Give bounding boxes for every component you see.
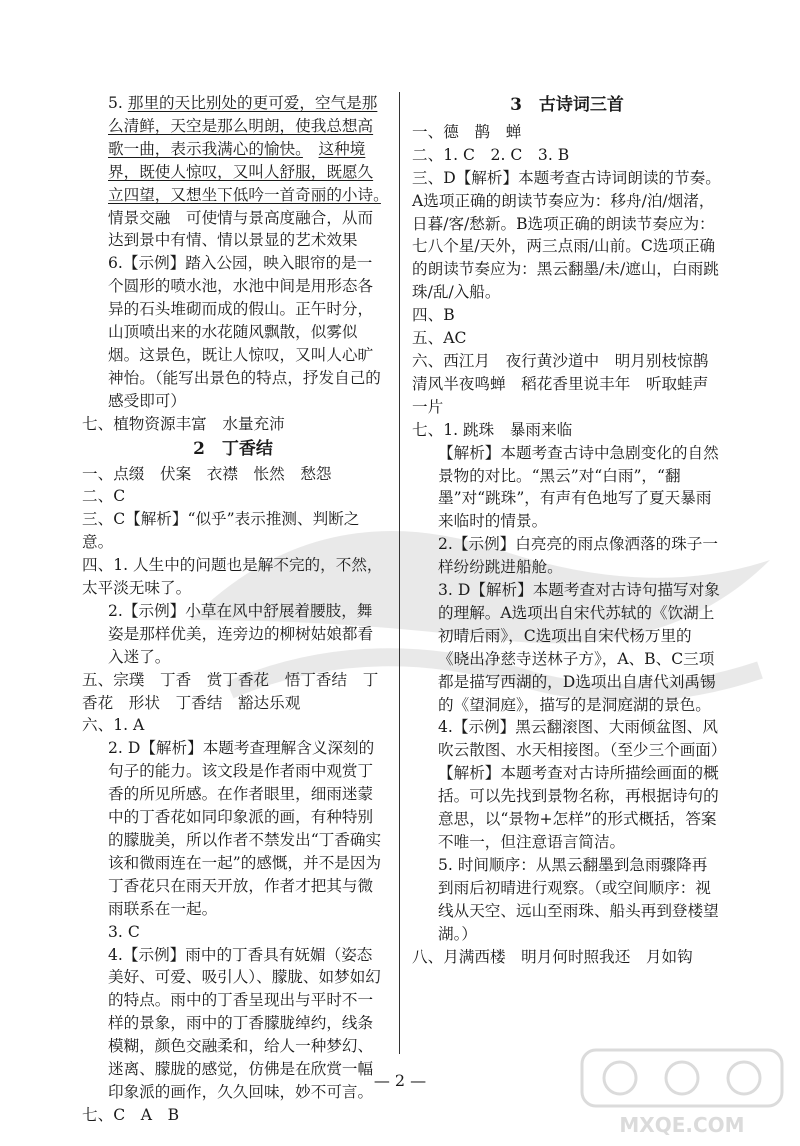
answer-paragraph [412,579,722,716]
answer-paragraph [412,144,722,167]
text-span: 七、1. 跳珠 暴雨来临 [412,420,573,439]
text-span: 4.【示例】黑云翻滚图、大雨倾盆图、风吹云散图、水天相接图。（至少三个画面） [438,718,727,760]
underlined-text: 这种境界，既使人惊叹，又叫人舒服，既愿久立四望，又想坐下低吟一首奇丽的小诗。 [108,139,381,204]
answer-paragraph [82,413,384,436]
text-span: 4.【示例】雨中的丁香具有妩媚（姿态美好、可爱、吸引人）、朦胧、如梦如幻的特点。雨中的丁香呈现出与平时不一样的景象，雨中的丁香朦胧绰约，线条模糊，颜色交融柔和，给人一种梦幻、迷离、朦胧的感觉，仿佛是在欣赏一幅印象派的画作，久久回味，妙不可言。 [108,945,381,1101]
text-span [303,140,319,158]
answer-paragraph [82,921,384,944]
answer-paragraph [82,669,384,715]
text-span: 三、D【解析】本题考查古诗词朗读的节奏。A选项正确的朗读节奏应为：移舟/泊/烟渚，日暮/客/愁新。B选项正确的朗读节奏应为：七八个星/天外，两三点雨/山前。C选项正确的朗读节奏应为：黑云翻墨/未/遮山，白雨跳珠/乱/入船。 [412,168,721,302]
answer-paragraph [82,508,384,554]
answer-paragraph [412,167,722,304]
answer-paragraph [412,533,722,579]
text-span: 六、1. A [82,716,145,735]
text-span: 三、C【解析】“似乎”表示推测、判断之意。 [82,510,360,552]
text-span: 【解析】本题考查古诗中急剧变化的自然景物的对比。“黑云”对“白雨”，“翻墨”对“跳珠”，有声有色地写了夏天暴雨来临时的情景。 [438,443,719,531]
text-span: 5. 时间顺序：从黑云翻墨到急雨骤降再到雨后初晴进行观察。（或空间顺序：视线从天空、远山至雨珠、船头再到登楼望湖。） [438,855,719,943]
column-divider [399,92,400,1054]
text-span: 七、C A B [82,1105,180,1124]
left-column [82,92,397,1127]
answer-paragraph [412,419,722,442]
text-span: 五、AC [412,329,467,348]
answer-paragraph [82,737,384,920]
answer-paragraph [82,252,384,412]
answer-paragraph [412,327,722,350]
answer-paragraph [412,854,722,946]
text-span: 2. D【解析】本题考查理解含义深刻的句子的能力。该文段是作者雨中观赏丁香的所见所感。在作者眼里，细雨迷蒙中的丁香花如同印象派的画，有种特别的朦胧美，所以作者不禁发出“丁香确实该和微雨连在一起”的感慨，并不是因为丁香花只在雨天开放，作者才把其与微雨联系在一起。 [108,739,382,918]
text-span: 2.【示例】白亮亮的雨点像洒落的珠子一样纷纷跳进船舱。 [438,535,718,577]
answer-paragraph [82,1104,384,1127]
underlined-text: 那里的天比别处的更可爱，空气是那么清鲜，天空是那么明朗，使我总想高歌一曲，表示我满心的愉快。 [108,94,378,158]
answer-paragraph [412,304,722,327]
text-span: 二、1. C 2. C 3. B [412,145,570,164]
text-span: 2.【示例】小草在风中舒展着腰肢，舞姿是那样优美，连旁边的柳树姑娘都看入迷了。 [108,601,374,666]
answer-paragraph [412,442,722,534]
answer-paragraph [82,463,384,486]
text-span: 六、西江月 夜行黄沙道中 明月别枝惊鹊 清风半夜鸣蝉 稻花香里说丰年 听取蛙声一片 [412,351,724,416]
answer-paragraph [82,92,397,252]
answer-paragraph [412,716,727,762]
answer-paragraph [412,946,722,969]
right-column [412,92,727,968]
section-title [82,438,384,461]
answer-paragraph [82,600,384,669]
text-span: 6.【示例】踏入公园，映入眼帘的是一个圆形的喷水池，水池中间是用形态各异的石头堆砌而成的假山。正午时分，山顶喷出来的水花随风飘散，似雾似烟。这景色，既让人惊叹，又叫人心旷神怡。（能写出景色的特点，抒发自己的感受即可） [108,254,381,410]
answer-paragraph [412,350,722,419]
text-span: 5. [108,94,128,112]
answer-site-watermark-icon [572,1042,792,1142]
text-span: 八、月满西楼 明月何时照我还 月如钩 [412,947,693,966]
text-span: 四、1. 人生中的问题也是解不完的，不然，太平淡无味了。 [82,556,383,598]
answer-paragraph [82,554,384,600]
answer-paragraph [412,762,722,854]
answer-paragraph [82,485,384,508]
text-span: 情景交融 可使情与景高度融合，从而达到景中有情、情以景显的艺术效果 [108,185,397,250]
text-span: 二、C [82,487,126,506]
text-span: 2 丁香结 [193,438,273,459]
text-span: 3. C [108,922,140,941]
text-span: 四、B [412,306,455,325]
text-span: 一、点缀 伏案 衣襟 怅然 愁怨 [82,464,332,483]
section-title [412,94,722,117]
watermark-text: MXQE.COM [619,1113,745,1137]
text-span: 七、植物资源丰富 水量充沛 [82,414,285,433]
text-span: 【解析】本题考查对古诗所描绘画面的概括。可以先找到景物名称，再根据诗句的意思，以“景物+怎样”的形式概括，答案不唯一，但注意语言简洁。 [438,764,719,851]
answer-paragraph [412,121,722,144]
text-span: 3. D【解析】本题考查对古诗句描写对象的理解。A选项出自宋代苏轼的《饮湖上初晴后雨》，C选项出自宋代杨万里的《晓出净慈寺送林子方》，A、B、C三项都是描写西湖的，D选项出自唐代刘禹锡的《望洞庭》，描写的是洞庭湖的景色。 [438,581,720,714]
answer-paragraph [82,714,384,737]
text-span: 3 古诗词三首 [510,95,624,115]
text-span: 一、德 鹊 蝉 [412,122,522,141]
page-number: — 2 — [373,1071,427,1090]
text-span: 五、宗璞 丁香 赏丁香花 悟丁香结 丁香花 形状 丁香结 豁达乐观 [82,670,379,712]
